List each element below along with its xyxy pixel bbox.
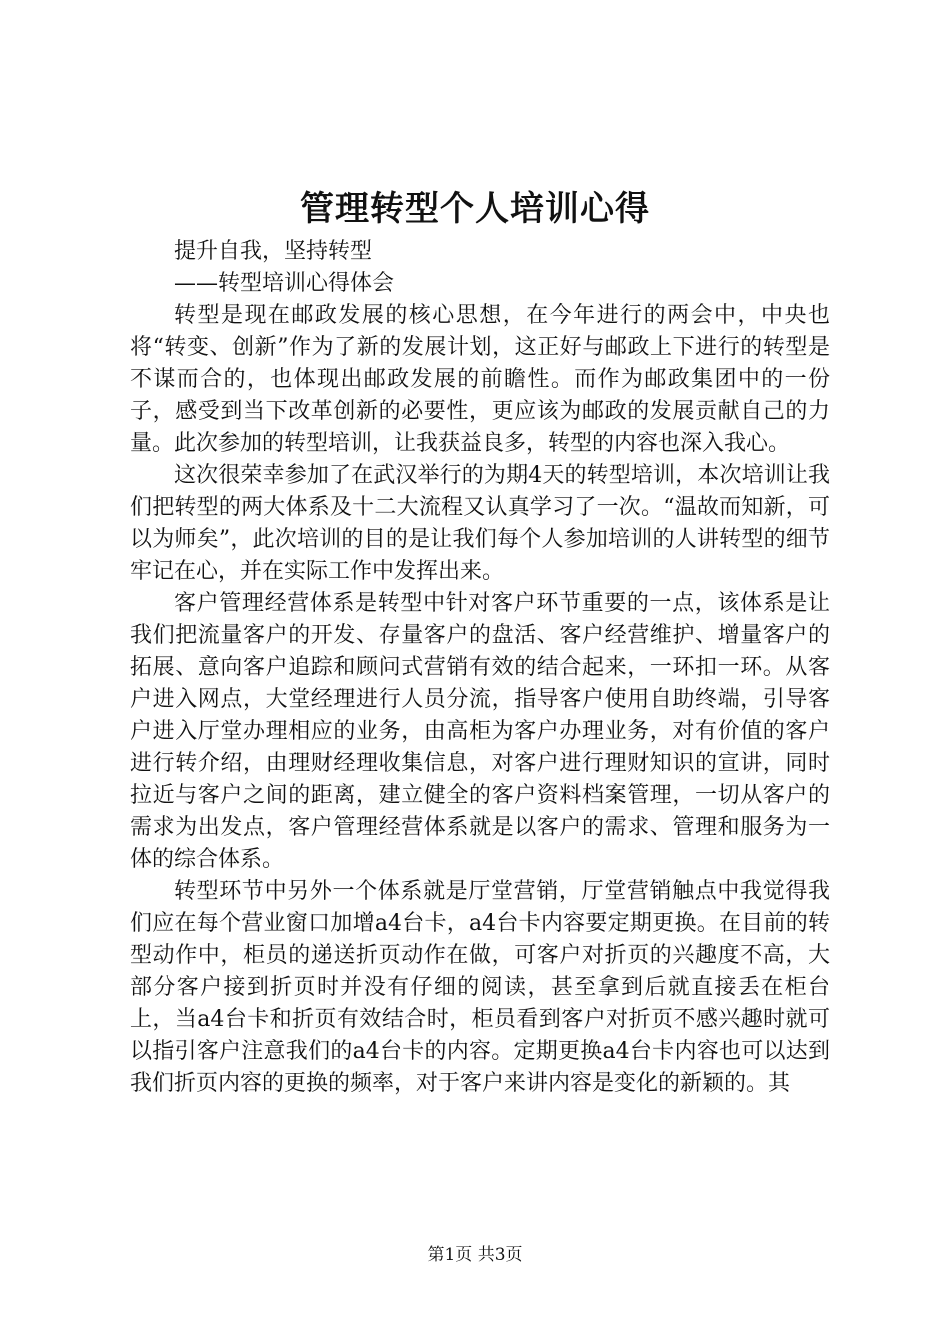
paragraph: 这次很荣幸参加了在武汉举行的为期4天的转型培训，本次培训让我们把转型的两大体系及十二大流程又认真学习了一次。“温故而知新，可以为师矣”，此次培训的目的是让我们每个人参加培训的人讲转型的细节牢记在心，并在实际工作中发挥出来。: [130, 463, 830, 584]
paragraph: 客户管理经营体系是转型中针对客户环节重要的一点，该体系是让我们把流量客户的开发、存量客户的盘活、客户经营维护、增量客户的拓展、意向客户追踪和顾问式营销有效的结合起来，一环扣一环。从客户进入网点，大堂经理进行人员分流，指导客户使用自助终端，引导客户进入厅堂办理相应的业务，由高柜为客户办理业务，对有价值的客户进行转介绍，由理财经理收集信息，对客户进行理财知识的宣讲，同时拉近与客户之间的距离，建立健全的客户资料档案管理，一切从客户的需求为出发点，客户管理经营体系就是以客户的需求、管理和服务为一体的综合体系。: [130, 591, 830, 872]
paragraph: 转型是现在邮政发展的核心思想，在今年进行的两会中，中央也将“转变、创新”作为了新的发展计划，这正好与邮政上下进行的转型是不谋而合的，也体现出邮政发展的前瞻性。而作为邮政集团中的一份子，感受到当下改革创新的必要性，更应该为邮政的发展贡献自己的力量。此次参加的转型培训，让我获益良多，转型的内容也深入我心。: [130, 303, 830, 456]
document-title: 管理转型个人培训心得: [300, 189, 650, 229]
page-number-footer: 第1页 共3页: [427, 1245, 523, 1265]
document-body: [130, 236, 830, 1100]
subtitle-line-1: 提升自我，坚持转型: [174, 239, 373, 264]
subtitle-line-2: ——转型培训心得体会: [174, 271, 395, 296]
paragraph: 转型环节中另外一个体系就是厅堂营销，厅堂营销触点中我觉得我们应在每个营业窗口加增a4台卡，a4台卡内容要定期更换。在目前的转型动作中，柜员的递送折页动作在做，可客户对折页的兴趣度不高，大部分客户接到折页时并没有仔细的阅读，甚至拿到后就直接丢在柜台上，当a4台卡和折页有效结合时，柜员看到客户对折页不感兴趣时就可以指引客户注意我们的a4台卡的内容。定期更换a4台卡内容也可以达到我们折页内容的更换的频率，对于客户来讲内容是变化的新颖的。其: [130, 879, 830, 1096]
